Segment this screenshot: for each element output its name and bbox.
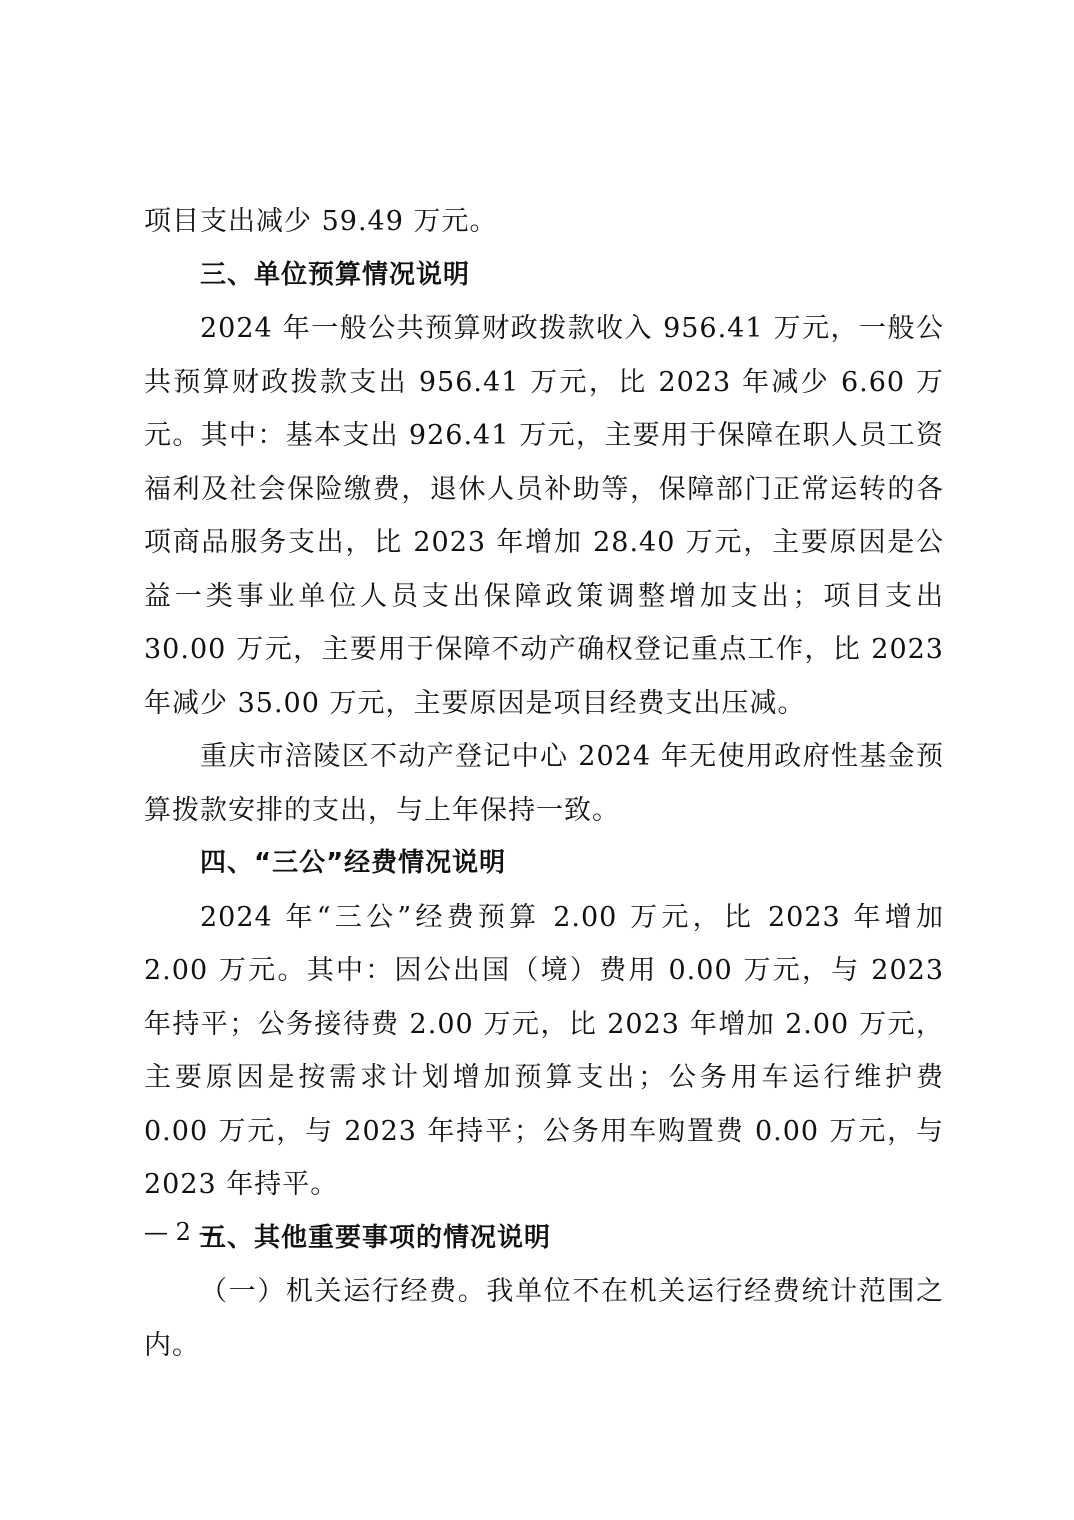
- paragraph-government-fund: 重庆市涪陵区不动产登记中心 2024 年无使用政府性基金预算拨款安排的支出，与上年保持一致。: [144, 741, 944, 826]
- paragraph-three-public-expenses: 2024 年“三公”经费预算 2.00 万元，比 2023 年增加 2.00 万元。其中：因公出国（境）费用 0.00 万元，与 2023 年持平；公务接待费 2.00 万元，比 2023 年增加 2.00 万元，主要原因是按需求计划增加预算支出；公务用车运行维护费 0.00 万元，与 2023 年持平；公务用车购置费 0.00 万元，与 2023 年持平。: [144, 901, 944, 1200]
- paragraph-general-budget: 2024 年一般公共预算财政拨款收入 956.41 万元，一般公共预算财政拨款支出 956.41 万元，比 2023 年减少 6.60 万元。其中：基本支出 926.41 万元，主要用于保障在职人员工资福利及社会保险缴费，退休人员补助等，保障部门正常运转的各项商品服务支出，比 2023 年增加 28.40 万元，主要原因是公益一类事业单位人员支出保障政策调整增加支出；项目支出 30.00 万元，主要用于保障不动产确权登记重点工作，比 2023 年减少 35.00 万元，主要原因是项目经费支出压减。: [144, 313, 944, 719]
- paragraph-agency-operating-expenses: （一）机关运行经费。我单位不在机关运行经费统计范围之内。: [144, 1276, 944, 1361]
- heading-three-public-expenses: 四、“三公”经费情况说明: [200, 848, 507, 878]
- document-body: [144, 195, 944, 1372]
- paragraph-project-expense: 项目支出减少 59.49 万元。: [144, 206, 498, 237]
- heading-unit-budget: 三、单位预算情况说明: [200, 259, 471, 290]
- heading-other-matters: 五、其他重要事项的情况说明: [200, 1222, 552, 1253]
- page-number: — 2 —: [144, 1218, 223, 1246]
